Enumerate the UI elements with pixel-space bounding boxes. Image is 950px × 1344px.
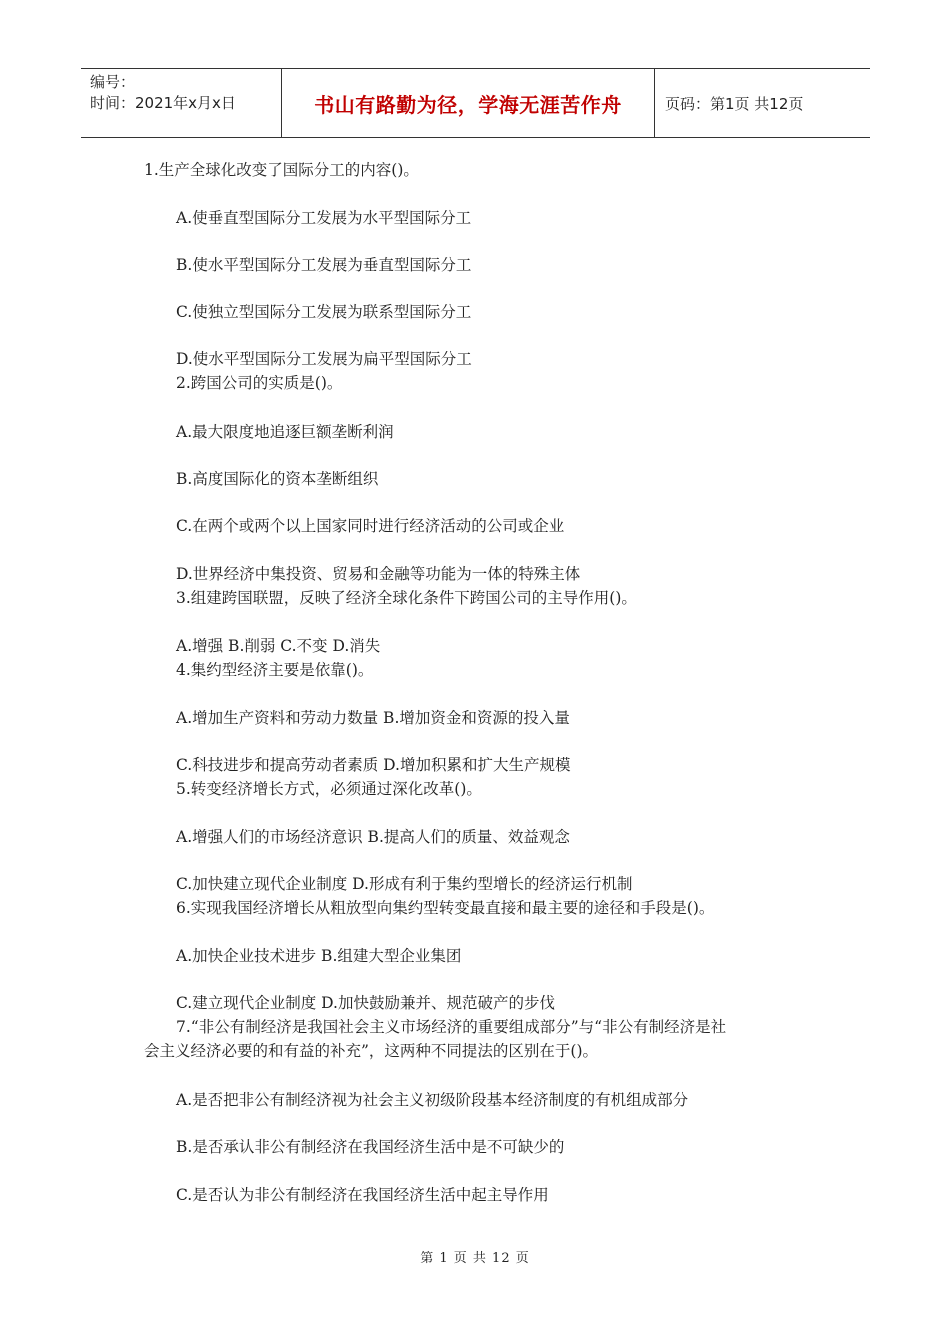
question-2-option-d: D.世界经济中集投资、贸易和金融等功能为一体的特殊主体 xyxy=(176,565,581,583)
page-header xyxy=(81,68,870,138)
page-footer: 第 1 页 共 12 页 xyxy=(420,1251,530,1266)
question-1-option-d: D.使水平型国际分工发展为扁平型国际分工 xyxy=(176,350,472,368)
question-4-options-cd: C.科技进步和提高劳动者素质 D.增加积累和扩大生产规模 xyxy=(176,756,571,774)
number-label: 编号： xyxy=(90,73,136,91)
question-5-options-cd: C.加快建立现代企业制度 D.形成有利于集约型增长的经济运行机制 xyxy=(176,875,633,893)
question-2-stem: 2.跨国公司的实质是()。 xyxy=(176,374,343,392)
question-7-option-b: B.是否承认非公有制经济在我国经济生活中是不可缺少的 xyxy=(176,1138,565,1156)
question-1-option-a: A.使垂直型国际分工发展为水平型国际分工 xyxy=(176,209,472,227)
question-6-stem: 6.实现我国经济增长从粗放型向集约型转变最直接和最主要的途径和手段是()。 xyxy=(176,899,715,917)
question-6-options-cd: C.建立现代企业制度 D.加快鼓励兼并、规范破产的步伐 xyxy=(176,994,555,1012)
question-5-stem: 5.转变经济增长方式，必须通过深化改革()。 xyxy=(176,780,482,798)
header-page-cell xyxy=(655,69,870,137)
header-motto-cell xyxy=(282,69,655,137)
page-info: 页码：第1页 共12页 xyxy=(665,94,804,113)
question-4-options-ab: A.增加生产资料和劳动力数量 B.增加资金和资源的投入量 xyxy=(176,709,570,727)
question-4-stem: 4.集约型经济主要是依靠()。 xyxy=(176,661,374,679)
question-2-option-a: A.最大限度地追逐巨额垄断利润 xyxy=(176,423,394,441)
question-1-stem: 1.生产全球化改变了国际分工的内容()。 xyxy=(144,161,419,179)
question-7-stem-line-2: 会主义经济必要的和有益的补充”，这两种不同提法的区别在于()。 xyxy=(144,1042,599,1060)
header-meta xyxy=(81,69,282,137)
question-1-option-b: B.使水平型国际分工发展为垂直型国际分工 xyxy=(176,256,472,274)
question-3-stem: 3.组建跨国联盟，反映了经济全球化条件下跨国公司的主导作用()。 xyxy=(176,589,637,607)
question-1-option-c: C.使独立型国际分工发展为联系型国际分工 xyxy=(176,303,472,321)
question-3-options: A.增强 B.削弱 C.不变 D.消失 xyxy=(176,637,381,655)
question-7-option-a: A.是否把非公有制经济视为社会主义初级阶段基本经济制度的有机组成部分 xyxy=(176,1091,689,1109)
question-7-option-c: C.是否认为非公有制经济在我国经济生活中起主导作用 xyxy=(176,1186,549,1204)
question-5-options-ab: A.增强人们的市场经济意识 B.提高人们的质量、效益观念 xyxy=(176,828,570,846)
question-2-option-b: B.高度国际化的资本垄断组织 xyxy=(176,470,379,488)
question-7-stem-line-1: 7.“非公有制经济是我国社会主义市场经济的重要组成部分”与“非公有制经济是社 xyxy=(176,1018,727,1036)
motto: 书山有路勤为径，学海无涯苦作舟 xyxy=(314,92,622,117)
question-6-options-ab: A.加快企业技术进步 B.组建大型企业集团 xyxy=(176,947,462,965)
question-2-option-c: C.在两个或两个以上国家同时进行经济活动的公司或企业 xyxy=(176,517,565,535)
time-label: 时间：2021年x月x日 xyxy=(90,94,236,112)
